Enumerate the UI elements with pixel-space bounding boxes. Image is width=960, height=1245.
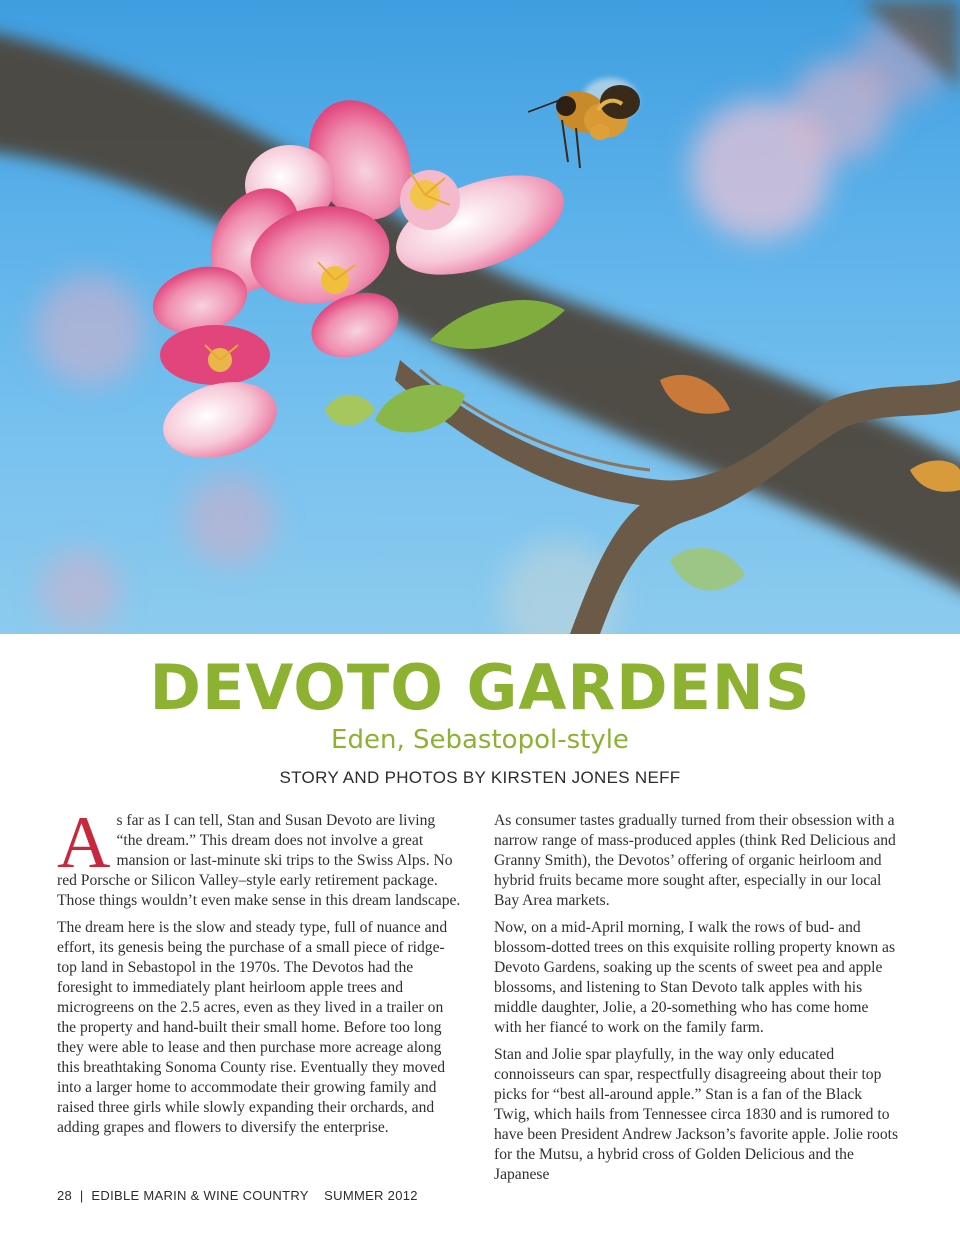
footer-separator: |: [79, 1188, 84, 1203]
body-paragraph: Now, on a mid-April morning, I walk the rows of bud- and blossom-dotted trees on this exquisite rolling property known as Devoto Gardens, soaking up the scents of sweet pea and apple blossoms, and listening to Stan Devoto talk apples with his middle daughter, Jolie, a 20-something who has come home with her fiancé to work on the family farm.: [494, 919, 896, 1036]
body-column-right: [494, 811, 900, 1192]
body-column-left: [57, 802, 463, 1145]
body-paragraph: The dream here is the slow and steady type, full of nuance and effort, its genesis being the purchase of a small piece of ridge-top land in Sebastopol in the 1970s. The Devotos had the foresight to immediately plant heirloom apple trees and microgreens on the 2.5 acres, even as they lived in a trailer on the property and hand-built their small home. Before too long they were able to lease and then purchase more acreage along this breathtaking Sonoma County rise. Eventually they moved into a larger home to accommodate their growing family and raised three girls while slowly expanding their orchards, and adding grapes and flowers to diversify the enterprise.: [57, 919, 448, 1136]
publication-name: EDIBLE MARIN & WINE COUNTRY: [91, 1188, 309, 1203]
article-title: DEVOTO GARDENS: [149, 651, 811, 724]
body-paragraph-text: s far as I can tell, Stan and Susan Devoto are living “the dream.” This dream does not involve a great mansion or last-minute ski trips to the Swiss Alps. No red Porsche or Silicon Valley–style early retirement package. Those things wouldn’t even make sense in this dream landscape.: [57, 812, 461, 909]
drop-cap: A: [57, 802, 111, 884]
body-paragraph: As consumer tastes gradually turned from their obsession with a narrow range of mass-produced apples (think Red Delicious and Granny Smith), the Devotos’ offering of organic heirloom and hybrid fruits became more sought after, especially in our local Bay Area markets.: [494, 812, 896, 909]
page-number: 28: [57, 1188, 73, 1203]
article-subtitle: Eden, Sebastopol-style: [331, 725, 629, 755]
body-paragraph: Stan and Jolie spar playfully, in the way only educated connoisseurs can spar, respectfully disagreeing about their top picks for “best all-around apple.” Stan is a fan of the Black Twig, which hails from Tennessee circa 1830 and is rumored to have been President Andrew Jackson’s favorite apple. Jolie roots for the Mutsu, a hybrid cross of Golden Delicious and the Japanese: [494, 1046, 899, 1183]
bee-illustration: [528, 78, 640, 168]
page-footer: [57, 1187, 418, 1205]
article-byline: STORY AND PHOTOS BY KIRSTEN JONES NEFF: [279, 768, 681, 787]
issue-date: SUMMER 2012: [324, 1188, 418, 1203]
body-paragraph: [57, 802, 463, 911]
